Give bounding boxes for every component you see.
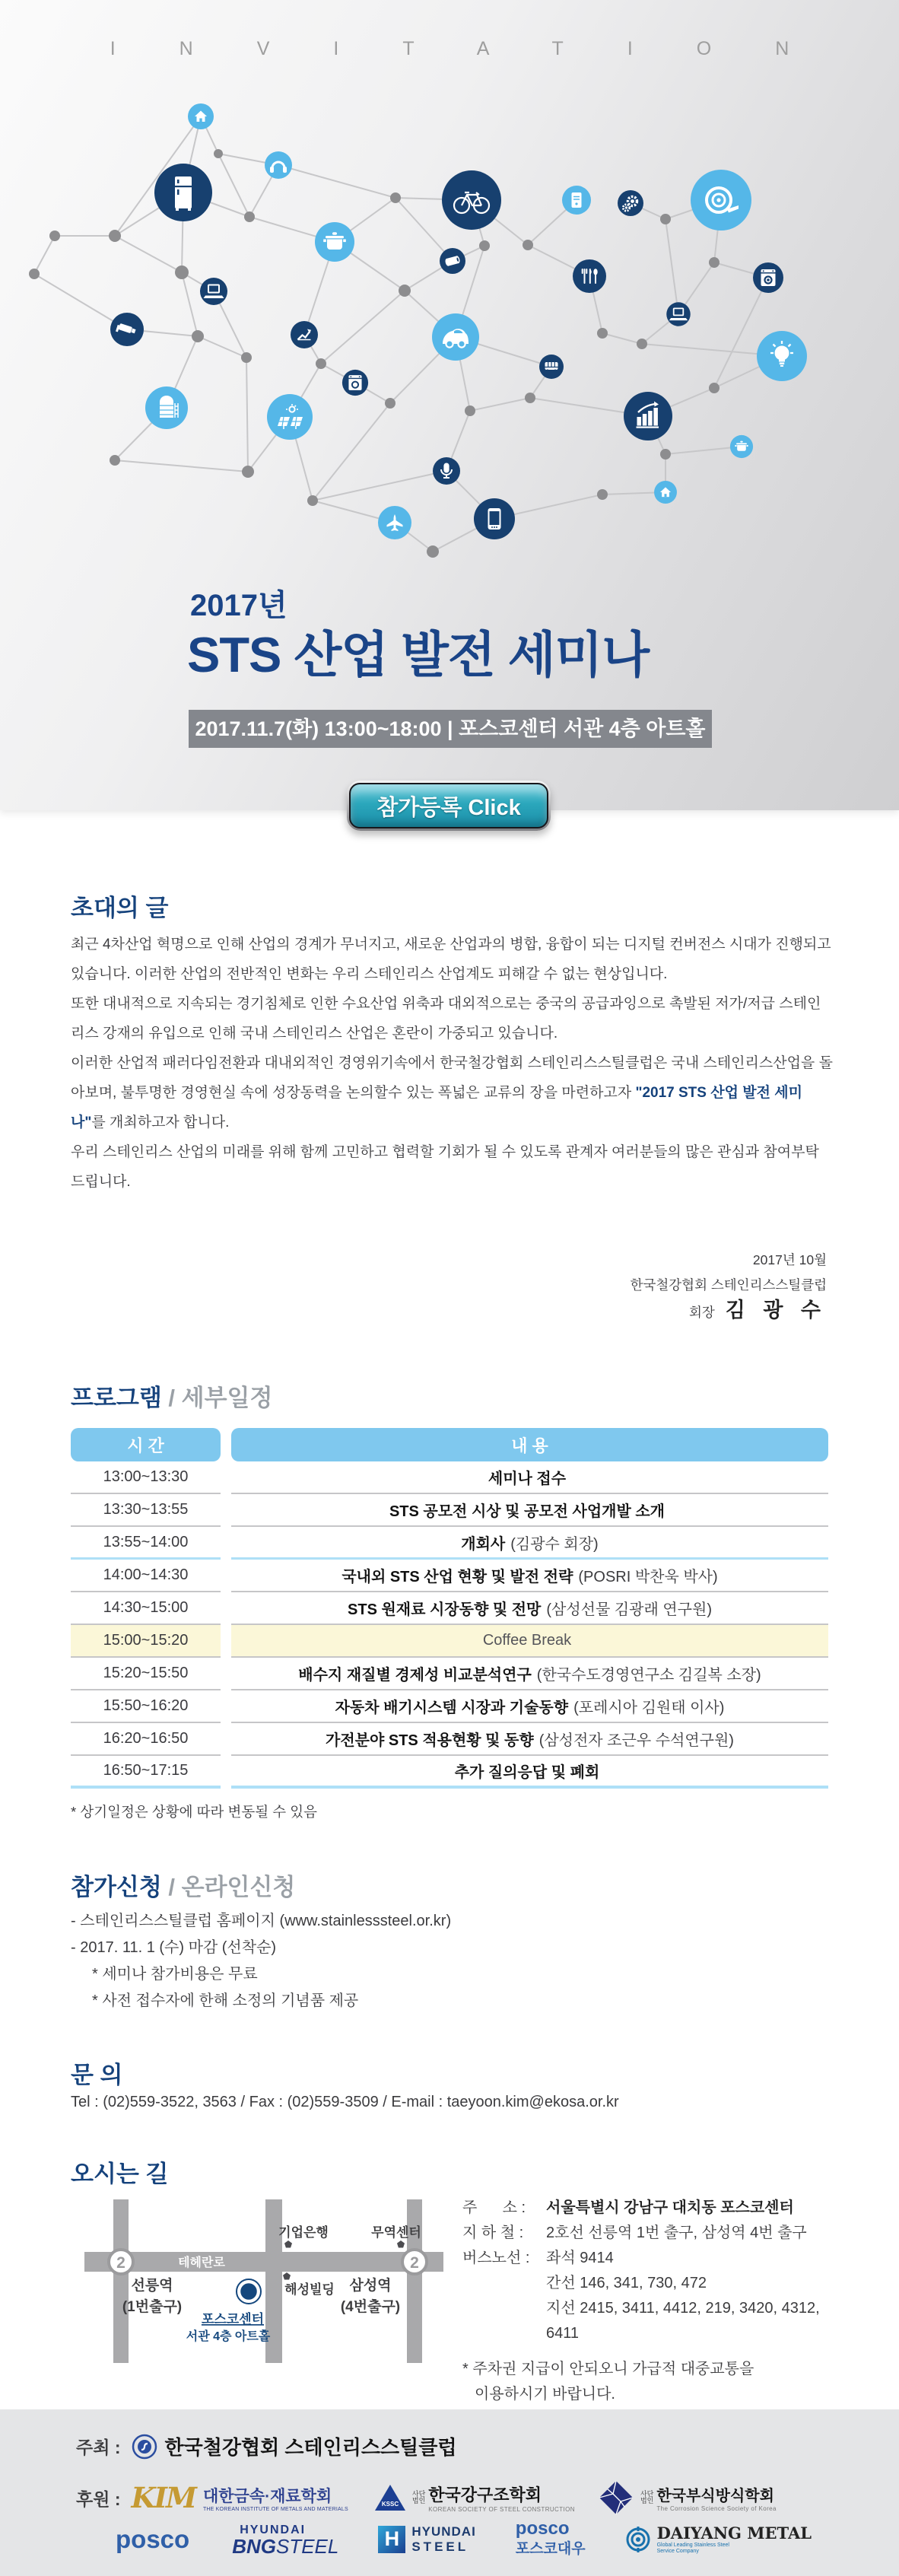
svg-text:KSSC: KSSC <box>381 2501 399 2508</box>
subway-label: 지 하 철 : <box>462 2225 524 2241</box>
seminar-year: 2017년 <box>190 589 287 622</box>
address-label: 주 소 : <box>462 2199 526 2216</box>
seolleung-station-label: 선릉역 <box>131 2278 173 2294</box>
bus-icon <box>539 355 564 379</box>
program-row: 15:20~15:50 배수지 재질별 경제성 비교분석연구 (한국수도경영연구소 김길복 소장) <box>71 1658 828 1690</box>
directions-heading: 오시는 길 <box>71 2161 169 2187</box>
bus-label: 버스노선 : <box>462 2250 530 2266</box>
sponsor-row <box>76 2479 777 2516</box>
cutlery-icon <box>573 259 606 293</box>
registration-gift-note: * 사전 접수자에 한해 소정의 기념품 제공 <box>92 1992 359 2009</box>
location-map <box>71 2193 504 2375</box>
program-row: 13:30~13:55 STS 공모전 시상 및 공모전 사업개발 소개 <box>71 1494 828 1527</box>
parking-note: * 주차권 지급이 안되오니 가급적 대중교통을 <box>462 2361 754 2377</box>
trade-center-label: 무역센터 <box>371 2225 421 2240</box>
program-row: 16:20~16:50 가전분야 STS 적용현황 및 동향 (삼성전자 조근우 수석연구원) <box>71 1723 828 1756</box>
water-tank-icon <box>145 386 188 429</box>
gears-icon <box>618 190 643 216</box>
venue-label: 포스코센터 <box>201 2312 265 2326</box>
kim-logo: KIM 대한금속·재료학회 THE KOREAN INSTITUTE OF METALS AND MATERIALS <box>131 2481 348 2514</box>
steel-coil-icon <box>691 170 751 231</box>
posco-logo: posco <box>116 2524 190 2553</box>
registration-deadline: - 2017. 11. 1 (수) 마감 (선착순) <box>71 1939 277 1956</box>
footer <box>0 2409 899 2576</box>
program-row: 13:00~13:30 세미나 접수 <box>71 1461 828 1494</box>
laptop-icon <box>200 278 227 305</box>
col-header-content: 내 용 <box>231 1428 828 1461</box>
kosa-emblem-icon <box>132 2434 157 2460</box>
washing-machine-icon <box>753 262 783 293</box>
cssk-logo: 사단 법인 한국부식방식학회 The Corrosion Science Society of Korea <box>598 2479 777 2516</box>
date-venue-bar: 2017.11.7(화) 13:00~18:00 | 포스코센터 서관 4층 아트홀 <box>189 710 712 748</box>
registration-info <box>71 1908 451 2015</box>
greeting-body <box>71 930 833 1197</box>
greeting-paragraph: 최근 4차산업 혁명으로 인해 산업의 경계가 무너지고, 새로운 산업과의 병합, 융합이 되는 디지털 컨버전스 시대가 진행되고 있습니다. 이러한 산업의 전반적인 변화는 우리 스테인리스 산업계도 피해갈 수 없는 현상입니다. <box>71 937 831 982</box>
program-table <box>71 1428 828 1789</box>
register-button[interactable] <box>347 781 551 831</box>
host-name: 한국철강협회 스테인리스스틸클럽 <box>164 2436 457 2459</box>
cctv-camera-icon <box>110 313 144 346</box>
greeting-paragraph: 우리 스테인리스 산업의 미래를 위해 함께 고민하고 협력할 기회가 될 수 있도록 관계자 여러분들의 많은 관심과 참여부탁드립니다. <box>71 1144 819 1190</box>
microphone-icon <box>433 457 460 485</box>
bus-branch-routes: 지선 2415, 3411, 4412, 219, 3420, 4312, 6411 <box>546 2300 820 2342</box>
host-label: 주최 : <box>76 2438 121 2457</box>
smartphone-icon <box>474 498 515 539</box>
kssc-logo: KSSC 사단 법인 한국강구조학회 KOREAN SOCIETY OF STEEL CONSTRUCTION <box>374 2482 575 2513</box>
hyundai-steel-h-icon: H <box>378 2526 405 2553</box>
laptop-icon <box>666 302 691 326</box>
svg-text:서관 4층 아트홀: 서관 4층 아트홀 <box>186 2330 271 2343</box>
address-value: 서울특별시 강남구 대치동 포스코센터 <box>546 2199 794 2216</box>
cssk-diamond-icon <box>598 2479 634 2516</box>
signature-name: 김 광 수 <box>725 1299 827 1321</box>
hero-banner <box>0 0 899 810</box>
registration-heading: 참가신청 / 온라인신청 <box>71 1874 296 1900</box>
company-logos-row <box>116 2520 812 2558</box>
col-header-time: 시 간 <box>71 1428 221 1461</box>
growth-bars-icon <box>624 392 672 440</box>
invitation-watermark: INVITATION <box>110 38 853 59</box>
daiyang-metal-logo: DAIYANG METAL Global Leading Stainless Steel Service Company <box>625 2524 812 2555</box>
hyundai-steel-logo: H HYUNDAI STEEL <box>378 2524 475 2555</box>
contact-heading: 문 의 <box>71 2062 123 2088</box>
program-row: 13:55~14:00 개회사 (김광수 회장) <box>71 1527 828 1560</box>
subway-value: 2호선 선릉역 1번 출구, 삼성역 4번 출구 <box>546 2225 807 2241</box>
samsung-station-label: 삼성역 <box>349 2278 392 2294</box>
greeting-heading: 초대의 글 <box>71 895 169 921</box>
light-bulb-icon <box>757 331 807 381</box>
solar-panel-icon <box>267 394 313 440</box>
contact-info: Tel : (02)559-3522, 3563 / Fax : (02)559-3509 / E-mail : taeyoon.kim@ekosa.or.kr <box>71 2094 619 2110</box>
program-header-row <box>71 1428 828 1461</box>
daiyang-target-icon <box>625 2527 651 2552</box>
road-name-label: 테헤란로 <box>178 2256 225 2269</box>
registration-fee-note: * 세미나 참가비용은 무료 <box>92 1966 258 1983</box>
bus-trunk-routes: 간선 146, 341, 730, 472 <box>546 2275 707 2291</box>
car-icon <box>432 313 479 361</box>
directions-info: 주 소 : 서울특별시 강남구 대치동 포스코센터 지 하 철 : 2호선 선릉역 1번 출구, 삼성역 4번 출구 버스노선 : 좌석 9414 간선 146, 341, 730, 472 지선 2415, 3411, 4412, 219, 3420, 4312, 6411 * 주차권 지급이 안되오니 가급적 대중교통을 이용하시기 바랍니다. <box>462 2196 843 2407</box>
bank-label: 기업은행 <box>278 2225 329 2240</box>
greeting-paragraph: 또한 대내적으로 지속되는 경기침체로 인한 수요산업 위축과 대외적으로는 중국의 공급과잉으로 촉발된 저가/저급 스테인리스 강재의 유입으로 인해 국내 스테인리스 산업은 혼란이 가중되고 있습니다. <box>71 996 821 1042</box>
program-heading: 프로그램 / 세부일정 <box>71 1385 273 1411</box>
host-row <box>76 2432 456 2460</box>
posco-daewoo-logo: posco 포스코대우 <box>515 2518 586 2557</box>
signature-block <box>631 1248 827 1325</box>
hyundai-bng-steel-logo: HYUNDAI BNGSTEEL <box>232 2523 339 2558</box>
program-row: 14:00~14:30 국내외 STS 산업 현황 및 발전 전략 (POSRI 박찬욱 박사) <box>71 1560 828 1592</box>
house-icon <box>654 481 677 504</box>
program-row: 15:50~16:20 자동차 배기시스템 시장과 기술동향 (포레시아 김원태 이사) <box>71 1690 828 1723</box>
washing-machine-icon <box>342 370 368 396</box>
airplane-icon <box>378 506 411 539</box>
program-row: 16:50~17:15 추가 질의응답 및 폐회 <box>71 1756 828 1789</box>
kssc-triangle-icon <box>374 2483 406 2512</box>
venue-marker <box>237 2279 261 2304</box>
sponsor-label: 후원 : <box>76 2489 121 2509</box>
industry-network-graphic <box>0 46 899 578</box>
svg-text:(1번출구): (1번출구) <box>122 2299 183 2315</box>
svg-text:2: 2 <box>410 2254 419 2272</box>
cooking-pot-icon <box>730 435 753 458</box>
headphones-icon <box>265 151 292 179</box>
can-icon <box>434 242 472 281</box>
seminar-name-emphasis: "2017 STS 산업 발전 세미나" <box>71 1085 802 1131</box>
program-note: * 상기일정은 상황에 따라 변동될 수 있음 <box>71 1804 317 1820</box>
signature-org: 한국철강협회 스테인리스스틸클럽 <box>630 1277 827 1293</box>
program-row-coffee-break: 15:00~15:20 Coffee Break <box>71 1625 828 1658</box>
signature-role: 회장 <box>688 1305 715 1320</box>
seminar-title: STS 산업 발전 세미나 <box>187 627 650 682</box>
greeting-paragraph: 이러한 산업적 패러다임전환과 대내외적인 경영위기속에서 한국철강협회 스테인리스스틸클럽은 국내 스테인리스산업을 돌아보며, 불투명한 경영현실 속에 성장동력을 논의할수 있는 폭넓은 교류의 장을 마련하고자 "2017 STS 산업 발전 세미나"를 개최하고자 합니다. <box>71 1055 833 1131</box>
program-row: 14:30~15:00 STS 원재료 시장동향 및 전망 (삼성선물 김광래 연구원) <box>71 1592 828 1625</box>
server-icon <box>562 186 591 215</box>
line-chart-icon <box>291 321 318 348</box>
refrigerator-icon <box>154 164 212 221</box>
svg-text:(4번출구): (4번출구) <box>340 2299 401 2315</box>
register-button-label: 참가등록 Click <box>349 783 548 828</box>
house-icon <box>188 103 214 129</box>
svg-text:2: 2 <box>116 2254 125 2272</box>
bus-seat-routes: 좌석 9414 <box>546 2250 614 2266</box>
signature-date: 2017년 10월 <box>752 1252 827 1267</box>
registration-homepage: - 스테인리스스틸클럽 홈페이지 (www.stainlesssteel.or.kr) <box>71 1913 452 1929</box>
bicycle-icon <box>442 170 501 230</box>
haesung-label: 해성빌딩 <box>284 2282 335 2297</box>
cooking-pot-icon <box>315 222 354 262</box>
